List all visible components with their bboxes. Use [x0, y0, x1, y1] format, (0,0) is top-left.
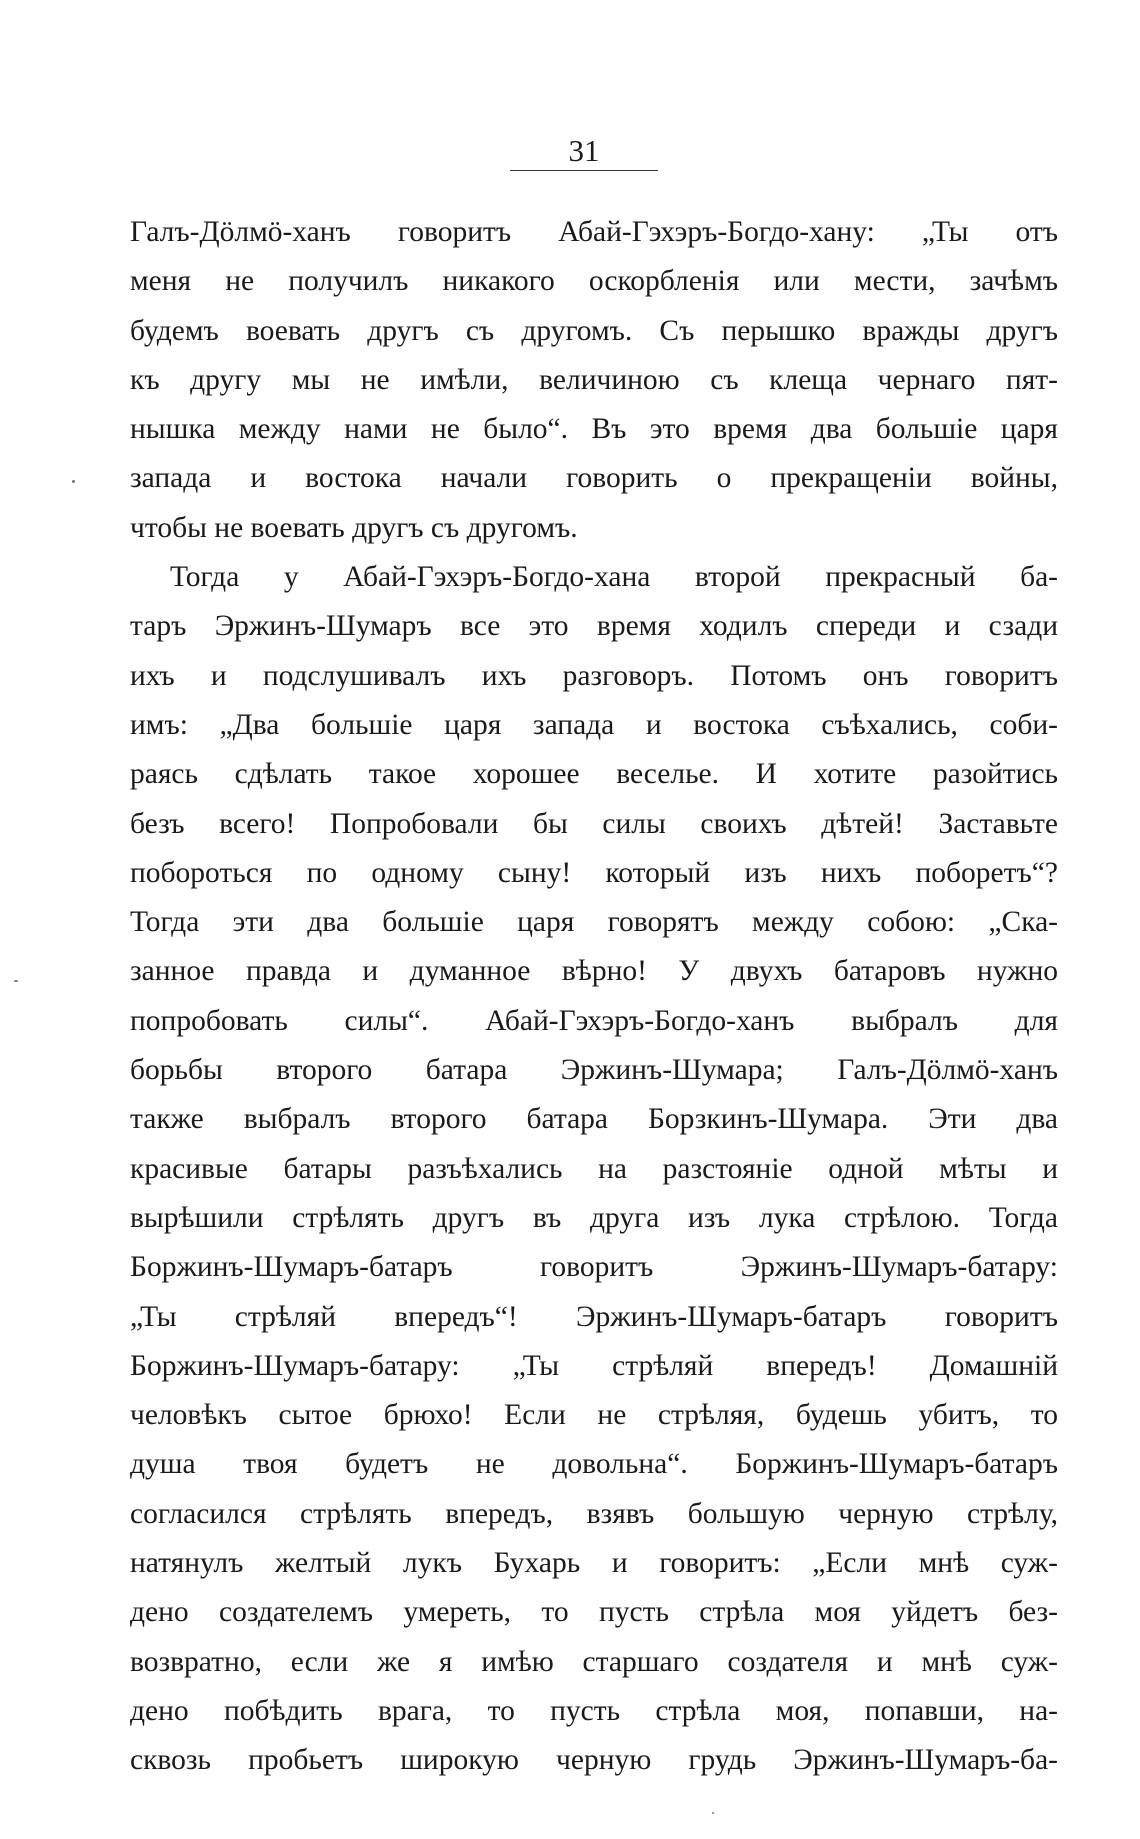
text-line: дено создателемъ умереть, то пусть стрѣла моя уйдетъ без- — [130, 1596, 1058, 1629]
text-line: красивые батары разъѣхались на разстояніе одной мѣты и — [130, 1152, 1058, 1185]
text-line: борьбы второго батара Эржинъ-Шумара; Галъ-Дöлмö-ханъ — [130, 1054, 1058, 1087]
text-line: таръ Эржинъ-Шумаръ все это время ходилъ спереди и сзади — [130, 610, 1058, 643]
page-number: 31 — [568, 133, 600, 168]
text-line: Боржинъ-Шумаръ-батару: „Ты стрѣляй впередъ! Домашній — [130, 1349, 1058, 1382]
text-line: сквозь пробьетъ широкую черную грудь Эржинъ-Шумаръ-ба- — [130, 1744, 1058, 1777]
paragraph-2 — [130, 553, 1058, 1785]
text-line: дено побѣдить врага, то пусть стрѣла моя, попавши, на- — [130, 1694, 1058, 1727]
text-line: имъ: „Два большіе царя запада и востока съѣхались, соби- — [130, 708, 1058, 741]
text-line: ихъ и подслушивалъ ихъ разговоръ. Потомъ онъ говоритъ — [130, 659, 1058, 692]
text-line: запада и востока начали говорить о прекращеніи войны, — [130, 462, 1058, 495]
text-line: будемъ воевать другъ съ другомъ. Съ перышко вражды другъ — [130, 314, 1058, 347]
text-line: Тогда у Абай-Гэхэръ-Богдо-хана второй прекрасный ба- — [170, 561, 1058, 594]
text-line: Тогда эти два большіе царя говорятъ между собою: „Ска- — [130, 906, 1058, 939]
text-line: натянулъ желтый лукъ Бухарь и говоритъ: „Если мнѣ суж- — [130, 1547, 1058, 1580]
text-line: побороться по одному сыну! который изъ нихъ поборетъ“? — [130, 856, 1058, 889]
text-line: душа твоя будетъ не довольна“. Боржинъ-Шумаръ-батаръ — [130, 1448, 1058, 1481]
text-line: нышка между нами не было“. Въ это время два большіе царя — [130, 413, 1058, 446]
text-line: попробовать силы“. Абай-Гэхэръ-Богдо-ханъ выбралъ для — [130, 1004, 1058, 1037]
text-line: также выбралъ второго батара Борзкинъ-Шумара. Эти два — [130, 1103, 1058, 1136]
scan-speck — [72, 480, 75, 483]
text-line: Галъ-Дöлмö-ханъ говоритъ Абай-Гэхэръ-Богдо-хану: „Ты отъ — [130, 216, 1058, 248]
text-line: согласился стрѣлять впередъ, взявъ большую черную стрѣлу, — [130, 1497, 1058, 1530]
text-line: человѣкъ сытое брюхо! Если не стрѣляя, будешь убитъ, то — [130, 1399, 1058, 1432]
text-line: занное правда и думанное вѣрно! У двухъ батаровъ нужно — [130, 955, 1058, 988]
body-text — [130, 208, 1058, 1786]
text-line: раясь сдѣлать такое хорошее веселье. И хотите разойтись — [130, 758, 1058, 791]
text-line: возвратно, если же я имѣю старшаго создателя и мнѣ суж- — [130, 1645, 1058, 1678]
text-line: вырѣшили стрѣлять другъ въ друга изъ лука стрѣлою. Тогда — [130, 1201, 1058, 1234]
scan-speck — [712, 1812, 714, 1814]
paragraph-1 — [130, 208, 1058, 553]
page-number-rule — [510, 170, 658, 171]
text-line: чтобы не воевать другъ съ другомъ. — [130, 511, 578, 544]
text-line: безъ всего! Попробовали бы силы своихъ дѣтей! Заставьте — [130, 807, 1058, 840]
text-line: Боржинъ-Шумаръ-батаръ говоритъ Эржинъ-Шумаръ-батару: — [130, 1251, 1058, 1284]
text-line: „Ты стрѣляй впередъ“! Эржинъ-Шумаръ-батаръ говоритъ — [130, 1300, 1058, 1333]
text-line: меня не получилъ никакого оскорбленія или мести, зачѣмъ — [130, 265, 1058, 298]
text-line: къ другу мы не имѣли, величиною съ клеща чернаго пят- — [130, 363, 1058, 396]
scan-speck — [14, 980, 18, 982]
page-header — [510, 132, 658, 171]
